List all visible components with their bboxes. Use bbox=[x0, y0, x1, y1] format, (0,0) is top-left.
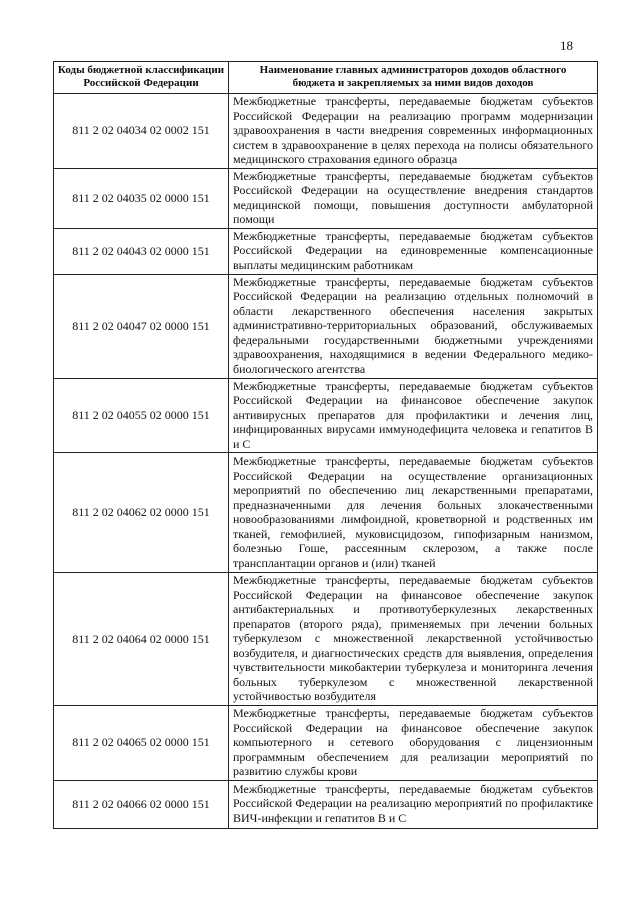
table-row bbox=[54, 168, 598, 228]
row-description: Межбюджетные трансферты, передаваемые бюджетам субъектов Российской Федерации на финансовое обеспечение закупок компьютерного и сетевого оборудования с лицензионным программным обеспечением для реализации мероприятий по развитию службы крови bbox=[229, 706, 598, 781]
row-description: Межбюджетные трансферты, передаваемые бюджетам субъектов Российской Федерации на реализацию программ модернизации здравоохранения в части внедрения современных информационных систем в здравоохранение в целях перехода на полисы обязательного медицинского страхования единого образца bbox=[229, 94, 598, 169]
row-description: Межбюджетные трансферты, передаваемые бюджетам субъектов Российской Федерации на финансовое обеспечение закупок антивирусных препаратов для профилактики и лечения лиц, инфицированных вирусами иммунодефицита человека и гепатитов В и С bbox=[229, 378, 598, 453]
row-code: 811 2 02 04064 02 0000 151 bbox=[54, 573, 229, 706]
table-row bbox=[54, 94, 598, 169]
row-code: 811 2 02 04047 02 0000 151 bbox=[54, 274, 229, 378]
table-row bbox=[54, 228, 598, 274]
table-row bbox=[54, 780, 598, 828]
table-row bbox=[54, 378, 598, 453]
table-row bbox=[54, 706, 598, 781]
row-code: 811 2 02 04043 02 0000 151 bbox=[54, 228, 229, 274]
table-row bbox=[54, 274, 598, 378]
row-code: 811 2 02 04065 02 0000 151 bbox=[54, 706, 229, 781]
row-code: 811 2 02 04066 02 0000 151 bbox=[54, 780, 229, 828]
table-header-row bbox=[54, 62, 598, 94]
row-description: Межбюджетные трансферты, передаваемые бюджетам субъектов Российской Федерации на осуществление внедрения стандартов медицинской помощи, повышения доступности амбулаторной помощи bbox=[229, 168, 598, 228]
budget-classification-table bbox=[53, 61, 598, 829]
row-description: Межбюджетные трансферты, передаваемые бюджетам субъектов Российской Федерации на единовременные компенсационные выплаты медицинским работникам bbox=[229, 228, 598, 274]
table-row bbox=[54, 453, 598, 573]
row-description: Межбюджетные трансферты, передаваемые бюджетам субъектов Российской Федерации на реализацию мероприятий по профилактике ВИЧ-инфекции и гепатитов В и С bbox=[229, 780, 598, 828]
row-code: 811 2 02 04062 02 0000 151 bbox=[54, 453, 229, 573]
row-description: Межбюджетные трансферты, передаваемые бюджетам субъектов Российской Федерации на осуществление организационных мероприятий по обеспечению лиц лекарственными препаратами, предназначенными для лечения больных злокачественными новообразованиями лимфоидной, кроветворной и родственных им тканей, гемофилией, муковисцидозом, гипофизарным нанизмом, болезнью Гоше, рассеянным склерозом, а также после трансплантации органов и (или) тканей bbox=[229, 453, 598, 573]
table-row bbox=[54, 573, 598, 706]
row-description: Межбюджетные трансферты, передаваемые бюджетам субъектов Российской Федерации на реализацию отдельных полномочий в области лекарственного обеспечения населения закрытых административно-территориальных образований, обслуживаемых федеральными государственными бюджетными учреждениями здравоохранения, находящимися в ведении Федерального медико-биологического агентства bbox=[229, 274, 598, 378]
row-code: 811 2 02 04034 02 0002 151 bbox=[54, 94, 229, 169]
row-code: 811 2 02 04035 02 0000 151 bbox=[54, 168, 229, 228]
header-budget-codes: Коды бюджетной классификации Российской Федерации bbox=[54, 62, 229, 94]
row-description: Межбюджетные трансферты, передаваемые бюджетам субъектов Российской Федерации на финансовое обеспечение закупок антибактериальных и противотуберкулезных лекарственных препаратов (второго ряда), применяемых при лечении больных туберкулезом с множественной лекарственной устойчивостью возбудителя, и диагностических средств для выявления, определения чувствительности микобактерии туберкулеза и мониторинга лечения больных туберкулезом с множественной лекарственной устойчивостью возбудителя bbox=[229, 573, 598, 706]
header-administrators-revenues: Наименование главных администраторов доходов областного бюджета и закрепляемых за ними видов доходов bbox=[229, 62, 598, 94]
page-number: 18 bbox=[560, 38, 573, 53]
row-code: 811 2 02 04055 02 0000 151 bbox=[54, 378, 229, 453]
